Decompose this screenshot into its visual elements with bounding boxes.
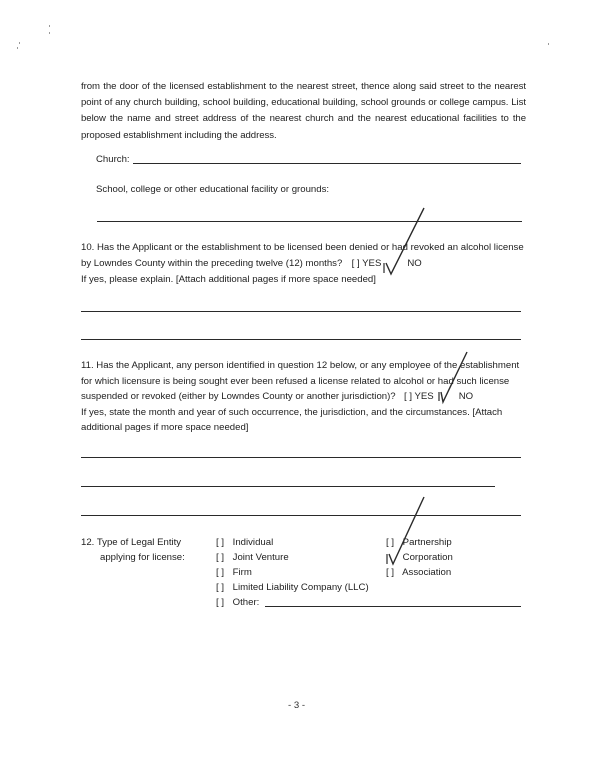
q10-explain-line-2[interactable] (81, 339, 521, 340)
q11-no-checkbox[interactable] (444, 391, 456, 403)
intro-paragraph: from the door of the licensed establishment to the nearest street, thence along said street to the nearest point of any church building, school building, educational building, school grounds or college campus. List below the name and street address of the nearest church and the nearest educational facilities to the proposed establishment including the address. (81, 81, 526, 141)
option-label-joint-venture: Joint Venture (232, 552, 289, 563)
checkbox-corporation[interactable] (386, 552, 400, 564)
option-label-corporation: Corporation (402, 552, 453, 563)
entity-option-individual[interactable] (216, 537, 273, 549)
q12-label-line1: 12. Type of Legal Entity (81, 537, 182, 548)
q10-question-text: by Lowndes County within the preceding twelve (12) months? (81, 258, 343, 269)
scan-speck (17, 47, 18, 49)
option-label-llc: Limited Liability Company (LLC) (232, 582, 369, 593)
q11-yes-checkbox[interactable]: [ ] (403, 391, 412, 402)
q10-no-checkbox[interactable] (393, 258, 405, 270)
entity-option-llc[interactable] (216, 582, 369, 594)
entity-option-corporation[interactable] (386, 552, 453, 564)
school-input-line[interactable] (97, 221, 522, 222)
option-label-association: Association (402, 567, 452, 578)
q11-explain-line-1[interactable] (81, 457, 521, 458)
q11-line4: If yes, state the month and year of such occurrence, the jurisdiction, and the circumstances. [Attach (81, 407, 503, 418)
q10-yes-checkbox[interactable]: [ ] (351, 258, 360, 269)
scan-speck (19, 42, 20, 44)
entity-option-firm[interactable] (216, 567, 252, 579)
scan-speck (49, 25, 50, 27)
church-label: Church: (96, 154, 130, 165)
q11-yes-label: YES (414, 391, 434, 402)
option-label-other: Other: (232, 597, 260, 608)
entity-option-association[interactable] (386, 567, 451, 579)
q10-no-label: NO (407, 258, 422, 269)
scan-speck (548, 43, 549, 45)
entity-option-joint-venture[interactable] (216, 552, 289, 564)
q10-yes-label: YES (362, 258, 382, 269)
page-number: - 3 - (288, 700, 306, 711)
q11-line2: for which licensure is being sought ever been refused a license related to alcohol or had such license (81, 376, 510, 387)
q11-line1: 11. Has the Applicant, any person identified in question 12 below, or any employee of the establishment (81, 360, 520, 371)
q10-line1: 10. Has the Applicant or the establishment to be licensed been denied or had revoked an alcohol license (81, 242, 524, 253)
option-label-partnership: Partnership (402, 537, 452, 548)
scan-speck (49, 32, 50, 34)
q12-label-line2: applying for license: (100, 552, 185, 563)
church-input-line[interactable] (133, 163, 521, 164)
q10-line2 (81, 258, 422, 270)
checkbox-individual[interactable]: [ ] (216, 537, 224, 548)
other-input-line[interactable] (265, 606, 521, 607)
school-label: School, college or other educational facility or grounds: (96, 184, 330, 195)
option-label-individual: Individual (232, 537, 274, 548)
q11-no-label: NO (458, 391, 474, 402)
q10-line3: If yes, please explain. [Attach additional pages if more space needed] (81, 274, 376, 285)
checkbox-llc[interactable]: [ ] (216, 582, 224, 593)
checkbox-joint-venture[interactable]: [ ] (216, 552, 224, 563)
q11-explain-line-2[interactable] (81, 486, 495, 487)
q11-question-text: suspended or revoked (either by Lowndes County or another jurisdiction)? (81, 391, 396, 402)
checkbox-partnership[interactable]: [ ] (386, 537, 394, 548)
q10-explain-line-1[interactable] (81, 311, 521, 312)
checkbox-other[interactable]: [ ] (216, 597, 224, 608)
q11-explain-line-3[interactable] (81, 515, 521, 516)
entity-option-partnership[interactable] (386, 537, 452, 549)
checkbox-firm[interactable]: [ ] (216, 567, 224, 578)
q11-line3 (81, 391, 473, 403)
q11-line5: additional pages if more space needed] (81, 422, 249, 433)
entity-option-other[interactable] (216, 597, 259, 609)
checkbox-association[interactable]: [ ] (386, 567, 394, 578)
option-label-firm: Firm (232, 567, 252, 578)
